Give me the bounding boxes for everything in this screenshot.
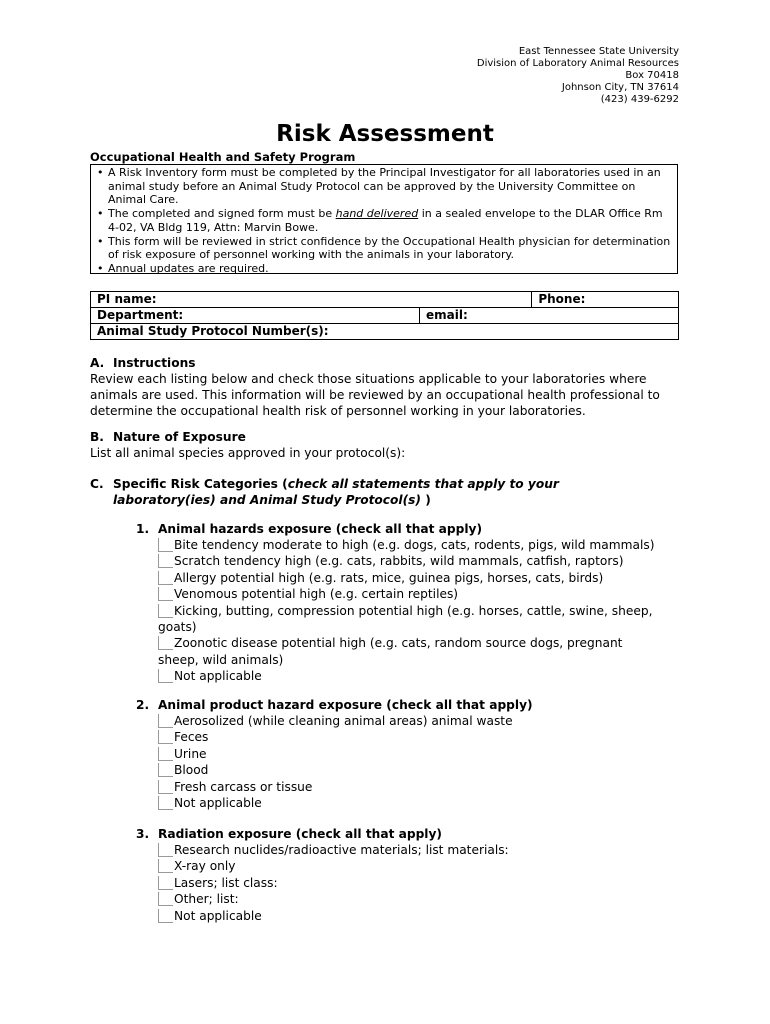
group-number: 3. [136, 827, 150, 841]
checkbox[interactable] [158, 714, 173, 728]
address-line-3: Box 70418 [625, 70, 679, 81]
checkbox[interactable] [158, 554, 173, 568]
address-line-5: (423) 439-6292 [600, 94, 679, 105]
section-title: Specific Risk Categories ( [113, 477, 288, 491]
checkbox[interactable] [158, 730, 173, 744]
checkbox-item[interactable]: Other; list: [136, 891, 684, 907]
checkbox[interactable] [158, 909, 173, 923]
checkbox-item[interactable]: Aerosolized (while cleaning animal areas) animal waste [136, 713, 684, 729]
section-title: Nature of Exposure [113, 430, 246, 444]
checkbox-item[interactable]: Not applicable [136, 668, 684, 684]
address-line-4: Johnson City, TN 37614 [561, 82, 679, 93]
checkbox[interactable] [158, 636, 173, 650]
checkbox-item[interactable]: Kicking, butting, compression potential high (e.g. horses, cattle, swine, sheep, goats) [158, 603, 653, 635]
phone-field[interactable]: Phone: [532, 292, 679, 308]
checkbox[interactable] [158, 669, 173, 683]
pi-name-field[interactable]: PI name: [91, 292, 532, 308]
checkbox-item[interactable]: Fresh carcass or tissue [136, 779, 684, 795]
checkbox[interactable] [158, 876, 173, 890]
checkbox-item[interactable]: Not applicable [136, 795, 684, 811]
section-number: A. [90, 356, 105, 370]
checkbox[interactable] [158, 796, 173, 810]
checkbox[interactable] [158, 780, 173, 794]
section-instructions [90, 355, 680, 419]
checkbox[interactable] [158, 587, 173, 601]
checkbox-item[interactable]: Blood [136, 762, 684, 778]
radiation-exposure-group [136, 826, 684, 924]
department-field[interactable]: Department: [91, 308, 420, 324]
section-text: List all animal species approved in your protocol(s): [90, 446, 406, 460]
address-line-2: Division of Laboratory Animal Resources [476, 58, 679, 69]
checkbox[interactable] [158, 892, 173, 906]
checkbox[interactable] [158, 859, 173, 873]
checkbox-item[interactable]: Urine [136, 746, 684, 762]
checkbox[interactable] [158, 843, 173, 857]
checkbox-item[interactable]: Venomous potential high (e.g. certain reptiles) [136, 586, 684, 602]
group-title: Animal hazards exposure (check all that apply) [158, 522, 483, 536]
checkbox[interactable] [158, 763, 173, 777]
checkbox-item[interactable]: Lasers; list class: [136, 875, 684, 891]
notice-box [90, 164, 678, 274]
section-title: Instructions [113, 356, 196, 370]
pi-info-table [90, 291, 679, 340]
section-text: Review each listing below and check those situations applicable to your laboratories where animals are used. This information will be reviewed by an occupational health professional to determine the occupational health risk of personnel working in your laboratories. [90, 372, 660, 418]
checkbox[interactable] [158, 571, 173, 585]
checkbox-item[interactable]: Research nuclides/radioactive materials; list materials: [136, 842, 684, 858]
animal-product-hazard-group [136, 697, 684, 811]
page-title: Risk Assessment [276, 121, 494, 147]
checkbox-item[interactable]: X-ray only [136, 858, 684, 874]
section-title-emphasis: check all statements that apply to your laboratory(ies) and Animal Study Protocol(s) [113, 477, 559, 507]
program-title: Occupational Health and Safety Program [90, 150, 356, 164]
section-nature-of-exposure [90, 429, 680, 461]
checkbox-item[interactable]: Zoonotic disease potential high (e.g. cats, random source dogs, pregnant sheep, wild animals) [158, 636, 623, 667]
section-specific-risk: C. Specific Risk Categories (check all statements that apply to your laboratory(ies) and Animal Study Protocol(s) ) [90, 477, 559, 507]
checkbox[interactable] [158, 604, 173, 618]
section-number: C. [90, 477, 104, 491]
checkbox[interactable] [158, 747, 173, 761]
notice-bullet: • Annual updates are required. [97, 262, 671, 276]
group-title: Animal product hazard exposure (check all that apply) [158, 698, 533, 712]
checkbox-item[interactable]: Bite tendency moderate to high (e.g. dogs, cats, rodents, pigs, wild mammals) [136, 537, 684, 553]
checkbox[interactable] [158, 538, 173, 552]
group-title: Radiation exposure (check all that apply) [158, 827, 442, 841]
address-line-1: East Tennessee State University [518, 46, 679, 57]
protocol-number-field[interactable]: Animal Study Protocol Number(s): [91, 324, 679, 340]
checkbox-item[interactable]: Allergy potential high (e.g. rats, mice, guinea pigs, horses, cats, birds) [136, 570, 684, 586]
institution-address [477, 46, 679, 106]
notice-bullet: • This form will be reviewed in strict confidence by the Occupational Health physician for determination of risk exposure of personnel working with the animals in your laboratory. [97, 235, 671, 262]
notice-bullet: • A Risk Inventory form must be completed by the Principal Investigator for all laboratories used in an animal study before an Animal Study Protocol can be approved by the University Committee on Animal Care. [97, 166, 671, 207]
emphasis-text: hand delivered [335, 207, 419, 221]
checkbox-item[interactable]: Scratch tendency high (e.g. cats, rabbits, wild mammals, catfish, raptors) [136, 553, 684, 569]
notice-bullet: • The completed and signed form must be hand delivered in a sealed envelope to the DLAR Office Rm 4-02, VA Bldg 119, Attn: Marvin Bowe. [97, 207, 671, 234]
email-field[interactable]: email: [420, 308, 679, 324]
section-number: B. [90, 430, 104, 444]
animal-hazards-group [136, 521, 684, 685]
group-number: 1. [136, 522, 150, 536]
group-number: 2. [136, 698, 150, 712]
checkbox-item[interactable]: Not applicable [136, 908, 684, 924]
checkbox-item[interactable]: Feces [136, 729, 684, 745]
